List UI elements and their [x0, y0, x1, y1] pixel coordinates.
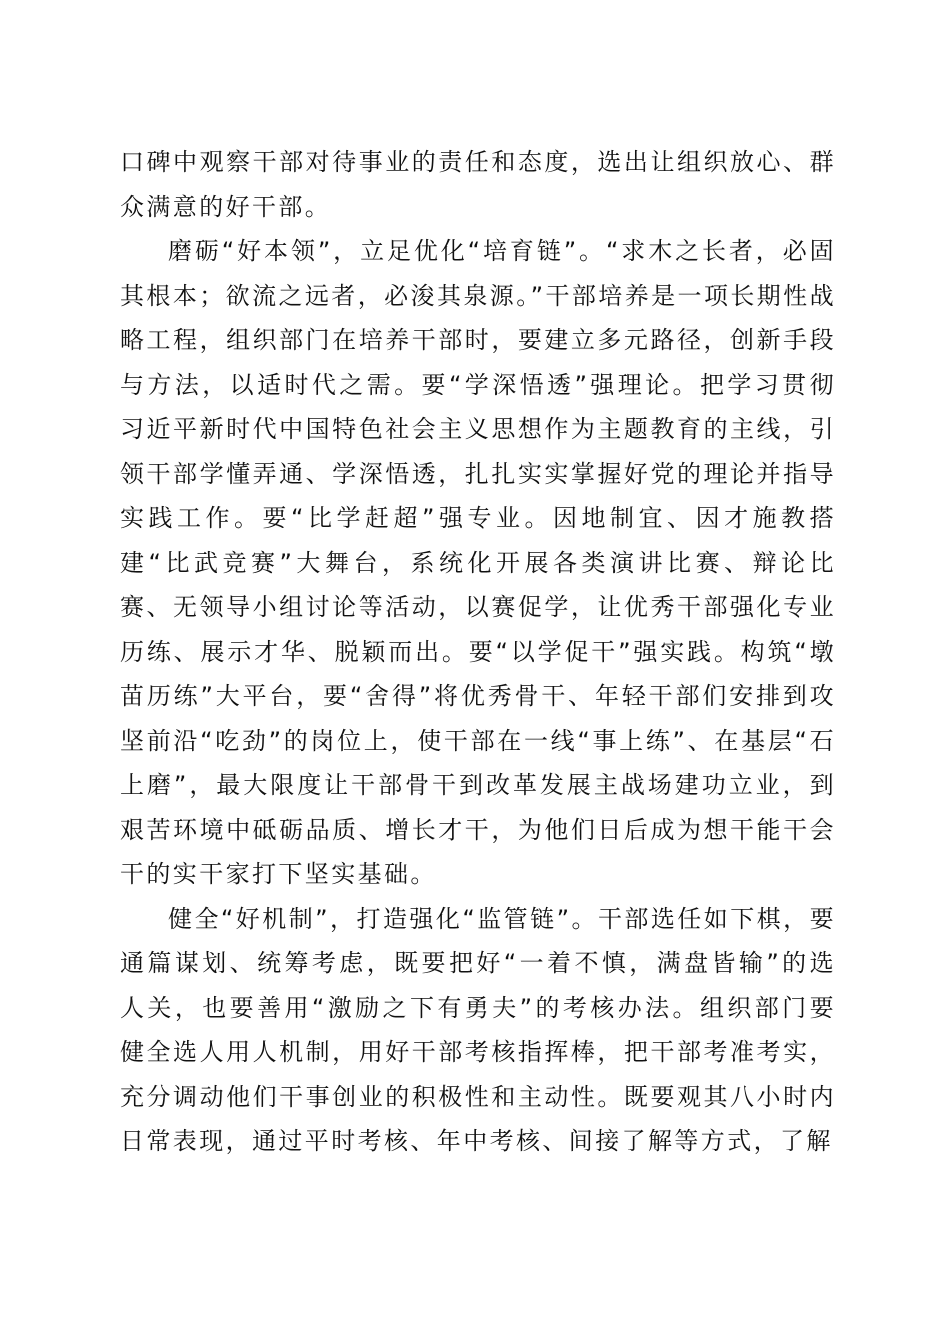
paragraph-cultivation: 磨砺“好本领”，立足优化“培育链”。“求木之长者，必固其根本；欲流之远者，必浚其泉源。”干部培养是一项长期性战略工程，组织部门在培养干部时，要建立多元路径，创新手段与方法，以适时代之需。要“学深悟透”强理论。把学习贯彻习近平新时代中国特色社会主义思想作为主题教育的主线，引领干部学懂弄通、学深悟透，扎扎实实掌握好党的理论并指导实践工作。要“比学赶超”强专业。因地制宜、因才施教搭建“比武竞赛”大舞台，系统化开展各类演讲比赛、辩论比赛、无领导小组讨论等活动，以赛促学，让优秀干部强化专业历练、展示才华、脱颖而出。要“以学促干”强实践。构筑“墩苗历练”大平台，要“舍得”将优秀骨干、年轻干部们安排到攻坚前沿“吃劲”的岗位上，使干部在一线“事上练”、在基层“石上磨”，最大限度让干部骨干到改革发展主战场建功立业，到艰苦环境中砥砺品质、增长才干，为他们日后成为想干能干会干的实干家打下坚实基础。	[120, 237, 836, 888]
paragraph-mechanism: 健全“好机制”，打造强化“监管链”。干部选任如下棋，要通篇谋划、统筹考虑，既要把好“一着不慎，满盘皆输”的选人关，也要善用“激励之下有勇夫”的考核办法。组织部门要健全选人用人机制，用好干部考核指挥棒，把干部考准考实，充分调动他们干事创业的积极性和主动性。既要观其八小时内日常表现，通过平时考核、年中考核、间接了解等方式，了解	[120, 904, 836, 1155]
body-text	[120, 140, 836, 1164]
paragraph-continuation: 口碑中观察干部对待事业的责任和态度，选出让组织放心、群众满意的好干部。	[120, 148, 836, 221]
